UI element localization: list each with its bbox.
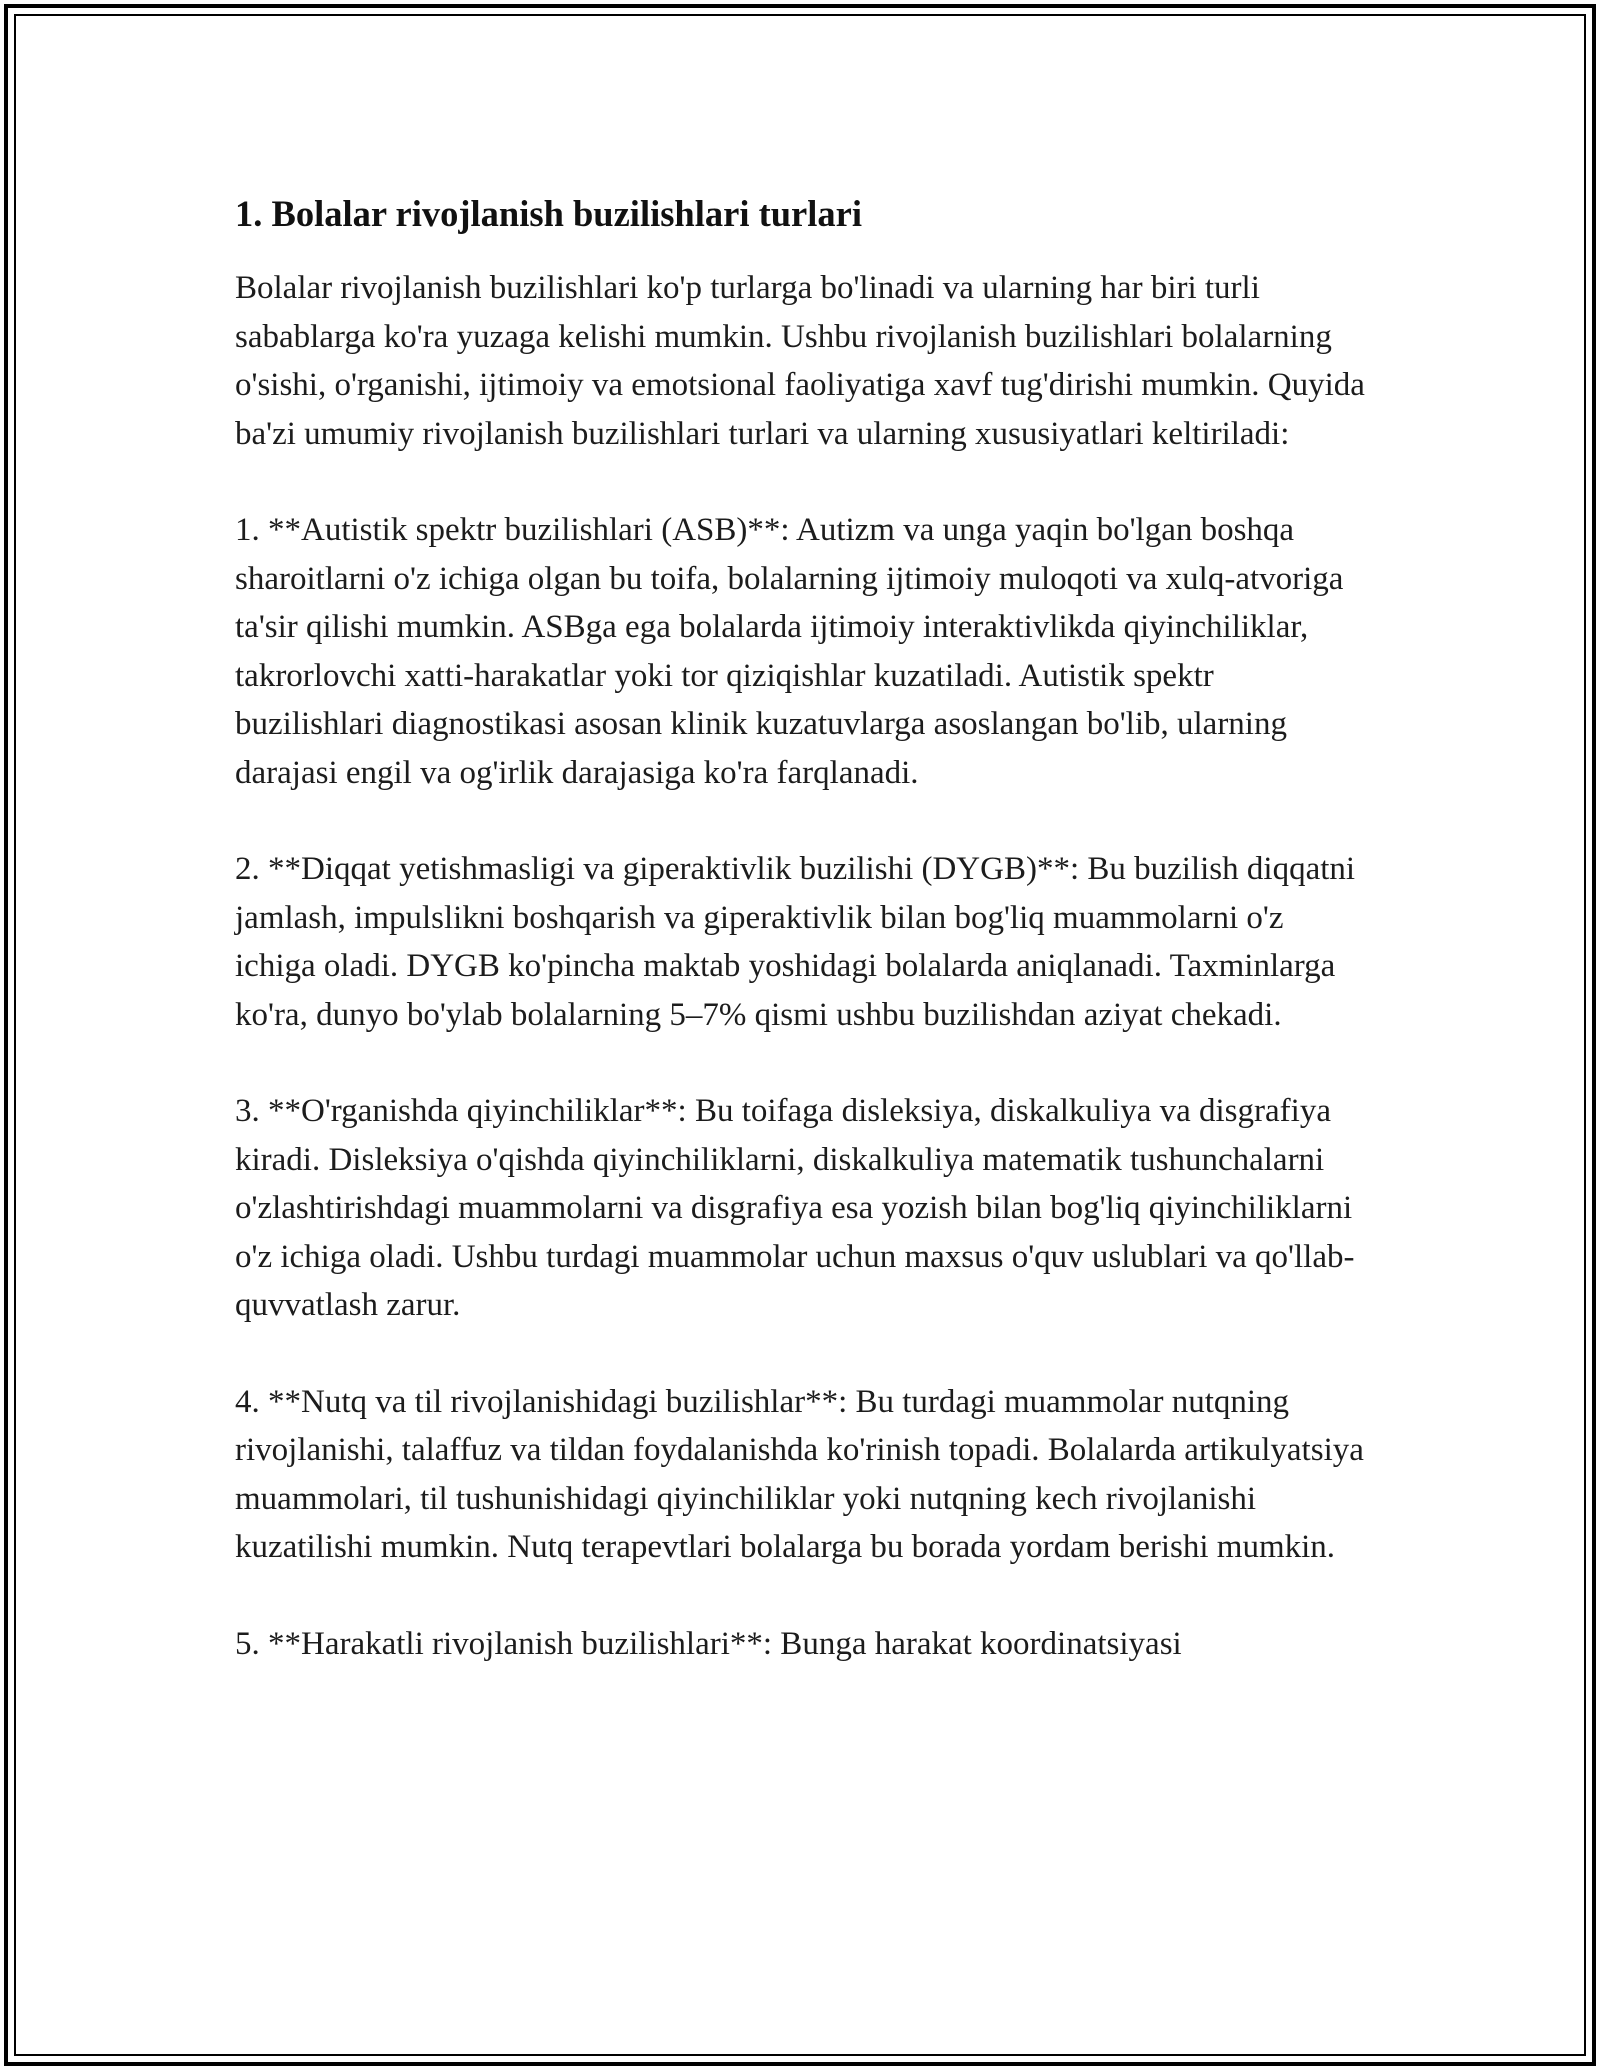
list-item-motor-development: 5. **Harakatli rivojlanish buzilishlari**: Bunga harakat koordinatsiyasi bbox=[235, 1625, 1182, 1662]
list-item-autism: 1. **Autistik spektr buzilishlari (ASB)**: Autizm va unga yaqin bo'lgan boshqa sharoitlarni o'z ichiga olgan bu toifa, bolalarning ijtimoiy muloqoti va xulq-atvoriga ta'sir qilishi mumkin. ASBga ega bolalarda ijtimoiy interaktivlikda qiyinchiliklar, takrorlovchi xatti-harakatlar yoki tor qiziqishlar kuzatiladi. Autistik spektr buzilishlari diagnostikasi asosan klinik kuzatuvlarga asoslangan bo'lib, ularning darajasi engil va og'irlik darajasiga ko'ra farqlanadi. bbox=[235, 512, 1344, 791]
list-item-adhd: 2. **Diqqat yetishmasligi va giperaktivlik buzilishi (DYGB)**: Bu buzilish diqqatni jamlash, impulslikni boshqarish va giperaktivlik bilan bog'liq muammolarni o'z ichiga oladi. DYGB ko'pincha maktab yoshidagi bolalarda aniqlanadi. Taxminlarga ko'ra, dunyo bo'ylab bolalarning 5–7% qismi ushbu buzilishdan aziyat chekadi. bbox=[235, 851, 1356, 1033]
section-heading: 1. Bolalar rivojlanish buzilishlari turlari bbox=[235, 193, 862, 234]
document-body bbox=[235, 188, 1365, 1668]
list-item-speech-language: 4. **Nutq va til rivojlanishidagi buzilishlar**: Bu turdagi muammolar nutqning rivojlanishi, talaffuz va tildan foydalanishda ko'rinish topadi. Bolalarda artikulyatsiya muammolari, til tushunishidagi qiyinchiliklar yoki nutqning kech rivojlanishi kuzatilishi mumkin. Nutq terapevtlari bolalarga bu borada yordam berishi mumkin. bbox=[235, 1383, 1364, 1565]
intro-paragraph: Bolalar rivojlanish buzilishlari ko'p turlarga bo'linadi va ularning har biri turli sabablarga ko'ra yuzaga kelishi mumkin. Ushbu rivojlanish buzilishlari bolalarning o'sishi, o'rganishi, ijtimoiy va emotsional faoliyatiga xavf tug'dirishi mumkin. Quyida ba'zi umumiy rivojlanish buzilishlari turlari va ularning xususiyatlari keltiriladi: bbox=[235, 270, 1365, 452]
list-item-learning-difficulties: 3. **O'rganishda qiyinchiliklar**: Bu toifaga disleksiya, diskalkuliya va disgrafiya kiradi. Disleksiya o'qishda qiyinchiliklarni, diskalkuliya matematik tushunchalarni o'zlashtirishdagi muammolarni va disgrafiya esa yozish bilan bog'liq qiyinchiliklarni o'z ichiga oladi. Ushbu turdagi muammolar uchun maxsus o'quv uslublari va qo'llab-quvvatlash zarur. bbox=[235, 1093, 1355, 1323]
